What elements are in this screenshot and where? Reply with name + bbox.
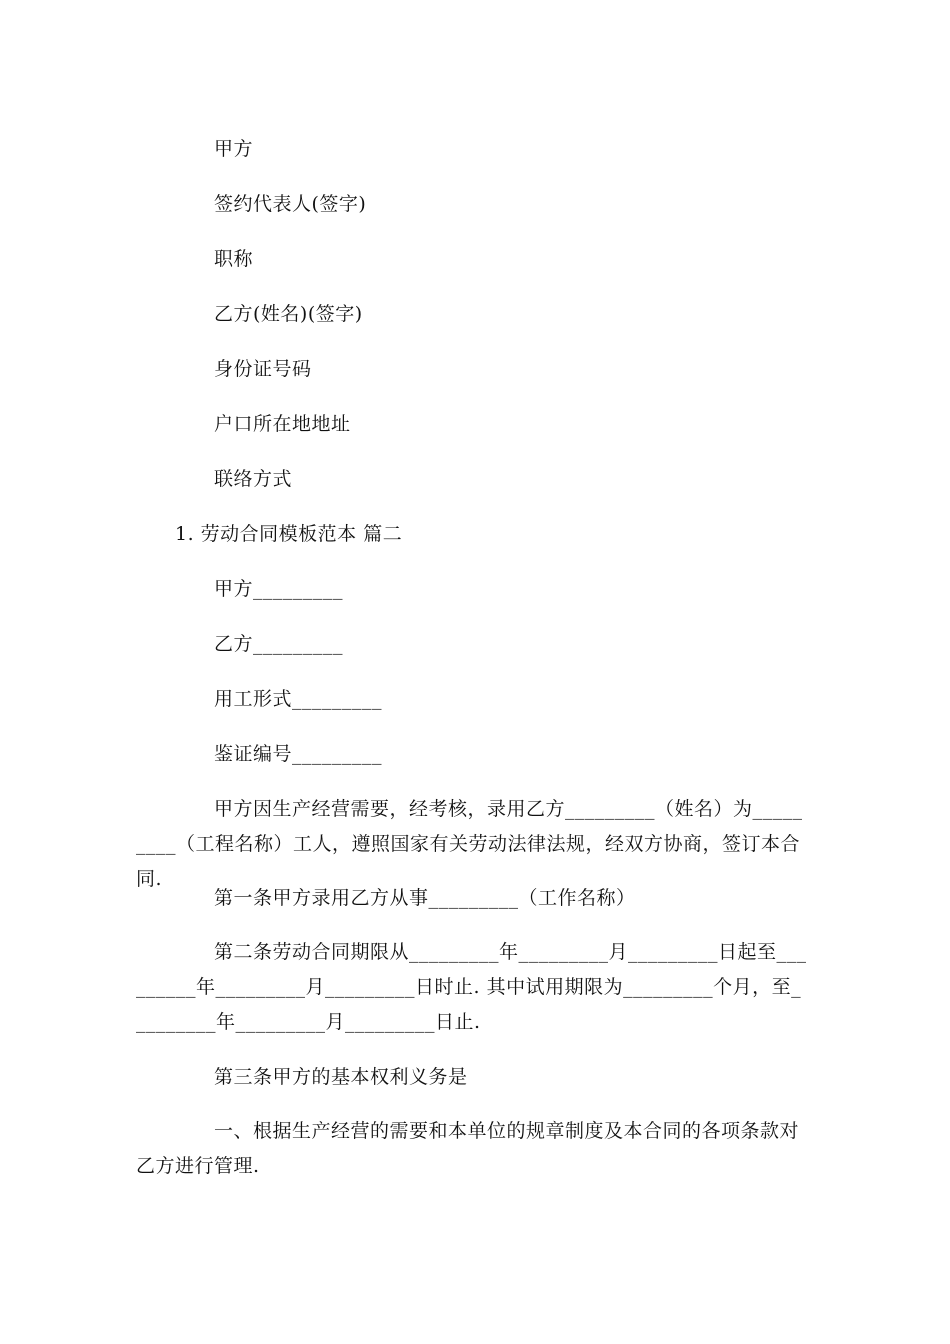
paragraph-article-2: 第二条劳动合同期限从_________年_________月_________日起至_________年_________月_________日时止. 其中试用期限为_________个月，至_________年_________月_________日止. [136, 941, 807, 1033]
party-a-label: 甲方 [214, 138, 254, 160]
title-label: 职称 [214, 248, 254, 270]
paragraph-clause-1: 一、根据生产经营的需要和本单位的规章制度及本合同的各项条款对乙方进行管理. [136, 1120, 800, 1177]
field-employment-form: 用工形式_________ [214, 688, 383, 710]
field-certification-number: 鉴证编号_________ [214, 743, 383, 765]
section-heading: 1. 劳动合同模板范本 篇二 [175, 523, 403, 545]
paragraph-intro: 甲方因生产经营需要，经考核，录用乙方_________（姓名）为_________（工程名称）工人，遵照国家有关劳动法律法规，经双方协商，签订本合同. [136, 798, 803, 890]
household-address-label: 户口所在地地址 [214, 413, 351, 435]
signing-representative-label: 签约代表人(签字) [214, 193, 367, 215]
contact-method-label: 联络方式 [214, 468, 293, 490]
paragraph-article-1: 第一条甲方录用乙方从事_________（工作名称） [214, 887, 636, 909]
field-party-a: 甲方_________ [214, 578, 344, 600]
paragraph-article-3: 第三条甲方的基本权利义务是 [214, 1066, 468, 1088]
party-b-name-label: 乙方(姓名)(签字) [214, 303, 363, 325]
id-number-label: 身份证号码 [214, 358, 312, 380]
field-party-b: 乙方_________ [214, 633, 344, 655]
